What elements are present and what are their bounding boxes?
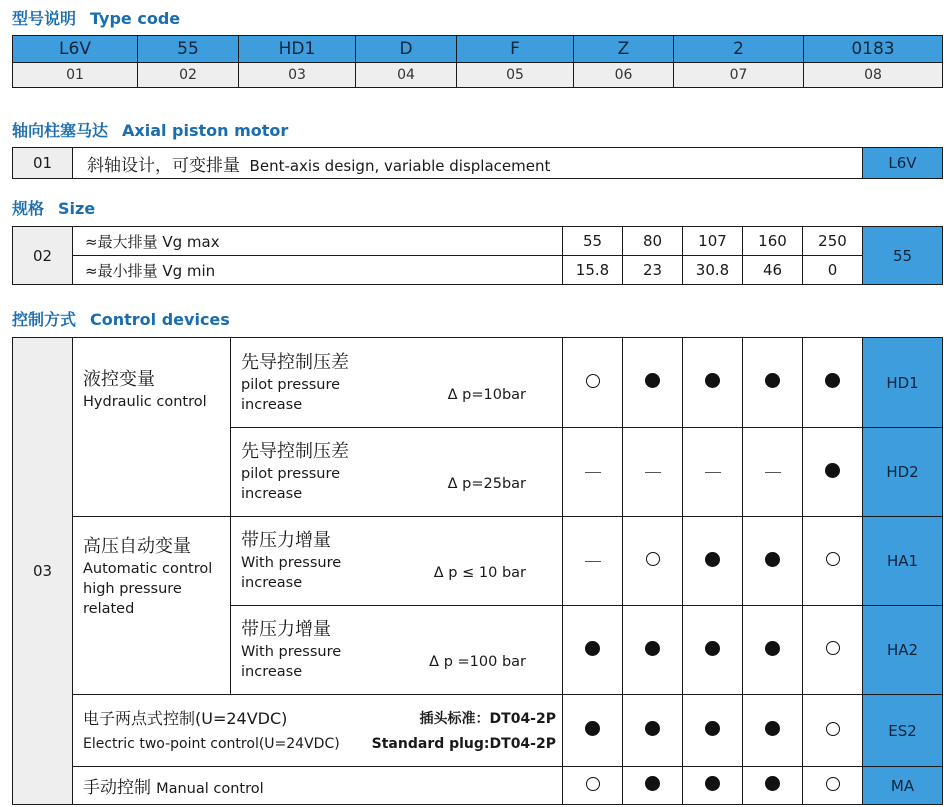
max-value: 80 <box>623 227 683 256</box>
mark-cell <box>743 428 803 517</box>
filled-circle-icon <box>645 721 660 736</box>
min-value: 15.8 <box>563 256 623 285</box>
max-label: ≈最大排量 Vg max <box>73 227 563 256</box>
open-circle-icon <box>826 641 840 655</box>
mark-cell <box>623 517 683 606</box>
mark-cell <box>743 695 803 767</box>
code-cell: HD1 <box>239 36 356 63</box>
min-label: ≈最小排量 Vg min <box>73 256 563 285</box>
filled-circle-icon <box>705 721 720 736</box>
mark-cell <box>743 767 803 805</box>
mark-cell <box>803 428 863 517</box>
filled-circle-icon <box>765 552 780 567</box>
filled-circle-icon <box>645 373 660 388</box>
filled-circle-icon <box>585 641 600 656</box>
filled-circle-icon <box>705 373 720 388</box>
section-number: 03 <box>13 338 73 805</box>
mark-cell <box>623 695 683 767</box>
delta-p: Δ p=25bar <box>447 476 526 492</box>
control-subtype: 带压力增量 With pressure increase Δ p =100 bar <box>231 606 563 695</box>
position-cell: 03 <box>239 63 356 88</box>
position-cell: 06 <box>574 63 674 88</box>
open-circle-icon <box>586 777 600 791</box>
filled-circle-icon <box>645 641 660 656</box>
mark-cell <box>683 517 743 606</box>
position-row <box>13 63 943 88</box>
min-displacement-row <box>13 256 943 285</box>
size-table <box>12 226 943 285</box>
filled-circle-icon <box>765 721 780 736</box>
axial-description: 斜轴设计，可变排量 Bent-axis design, variable displacement <box>73 148 863 179</box>
dash-icon <box>585 561 601 563</box>
control-table <box>12 337 943 805</box>
code-cell: D <box>356 36 457 63</box>
electric-control-cell: 电子两点式控制(U=24VDC) 插头标准：DT04-2P Electric two-point control(U=24VDC) Standard plug:DT04-2P <box>73 695 563 767</box>
mark-cell <box>623 428 683 517</box>
min-value: 0 <box>803 256 863 285</box>
size-heading: 规格 Size <box>12 199 96 218</box>
filled-circle-icon <box>825 463 840 478</box>
max-value: 160 <box>743 227 803 256</box>
control-code: HD1 <box>863 338 943 428</box>
filled-circle-icon <box>765 373 780 388</box>
min-value: 23 <box>623 256 683 285</box>
min-value: 30.8 <box>683 256 743 285</box>
mark-cell <box>683 695 743 767</box>
position-cell: 08 <box>804 63 943 88</box>
open-circle-icon <box>646 552 660 566</box>
control-code: MA <box>863 767 943 805</box>
filled-circle-icon <box>765 776 780 791</box>
filled-circle-icon <box>765 641 780 656</box>
min-value: 46 <box>743 256 803 285</box>
mark-cell <box>563 767 623 805</box>
code-cell: Z <box>574 36 674 63</box>
mark-cell <box>683 428 743 517</box>
max-value: 55 <box>563 227 623 256</box>
position-cell: 04 <box>356 63 457 88</box>
section-number: 01 <box>13 148 73 179</box>
hydraulic-control-group: 液控变量 Hydraulic control <box>73 338 231 517</box>
mark-cell <box>683 767 743 805</box>
mark-cell <box>623 767 683 805</box>
control-subtype: 带压力增量 With pressure increase Δ p ≤ 10 bar <box>231 517 563 606</box>
mark-cell <box>563 606 623 695</box>
open-circle-icon <box>826 722 840 736</box>
delta-p: Δ p=10bar <box>447 386 526 403</box>
max-displacement-row <box>13 227 943 256</box>
axial-heading: 轴向柱塞马达 Axial piston motor <box>12 121 289 140</box>
mark-cell <box>563 517 623 606</box>
mark-cell <box>803 338 863 428</box>
open-circle-icon <box>586 374 600 388</box>
position-cell: 07 <box>674 63 804 88</box>
delta-p: Δ p ≤ 10 bar <box>433 565 526 581</box>
control-row-ha1 <box>13 517 943 606</box>
control-code: HD2 <box>863 428 943 517</box>
control-code: ES2 <box>863 695 943 767</box>
manual-control-cell: 手动控制 Manual control <box>73 767 563 805</box>
mark-cell <box>743 606 803 695</box>
size-code: 55 <box>863 227 943 285</box>
mark-cell <box>803 606 863 695</box>
control-code: HA2 <box>863 606 943 695</box>
code-cell: F <box>457 36 574 63</box>
control-subtype: 先导控制压差 pilot pressure increase Δ p=25bar <box>231 428 563 517</box>
filled-circle-icon <box>645 776 660 791</box>
position-cell: 01 <box>13 63 138 88</box>
control-row-hd1 <box>13 338 943 428</box>
mark-cell <box>623 338 683 428</box>
type-code-heading: 型号说明 Type code <box>12 9 181 28</box>
max-value: 107 <box>683 227 743 256</box>
code-cell: L6V <box>13 36 138 63</box>
dash-icon <box>765 472 781 474</box>
filled-circle-icon <box>705 776 720 791</box>
mark-cell <box>683 606 743 695</box>
automatic-control-group: 高压自动变量 Automatic control high pressure related <box>73 517 231 695</box>
control-code: HA1 <box>863 517 943 606</box>
filled-circle-icon <box>705 552 720 567</box>
code-cell: 0183 <box>804 36 943 63</box>
dash-icon <box>645 472 661 474</box>
open-circle-icon <box>826 777 840 791</box>
filled-circle-icon <box>705 641 720 656</box>
axial-code: L6V <box>863 148 943 179</box>
type-code-row <box>13 36 943 63</box>
mark-cell <box>563 428 623 517</box>
position-cell: 05 <box>457 63 574 88</box>
type-code-table <box>12 35 943 88</box>
control-subtype: 先导控制压差 pilot pressure increase Δ p=10bar <box>231 338 563 428</box>
mark-cell <box>563 338 623 428</box>
axial-table <box>12 147 943 179</box>
mark-cell <box>743 517 803 606</box>
open-circle-icon <box>826 552 840 566</box>
dash-icon <box>705 472 721 474</box>
position-cell: 02 <box>138 63 239 88</box>
mark-cell <box>683 338 743 428</box>
code-cell: 2 <box>674 36 804 63</box>
control-row-es2 <box>13 695 943 767</box>
section-number: 02 <box>13 227 73 285</box>
control-heading: 控制方式 Control devices <box>12 310 230 329</box>
mark-cell <box>743 338 803 428</box>
mark-cell <box>623 606 683 695</box>
code-cell: 55 <box>138 36 239 63</box>
control-row-ma <box>13 767 943 805</box>
mark-cell <box>803 517 863 606</box>
filled-circle-icon <box>825 373 840 388</box>
filled-circle-icon <box>585 721 600 736</box>
mark-cell <box>803 695 863 767</box>
mark-cell <box>803 767 863 805</box>
mark-cell <box>563 695 623 767</box>
dash-icon <box>585 472 601 474</box>
max-value: 250 <box>803 227 863 256</box>
delta-p: Δ p =100 bar <box>429 654 526 670</box>
